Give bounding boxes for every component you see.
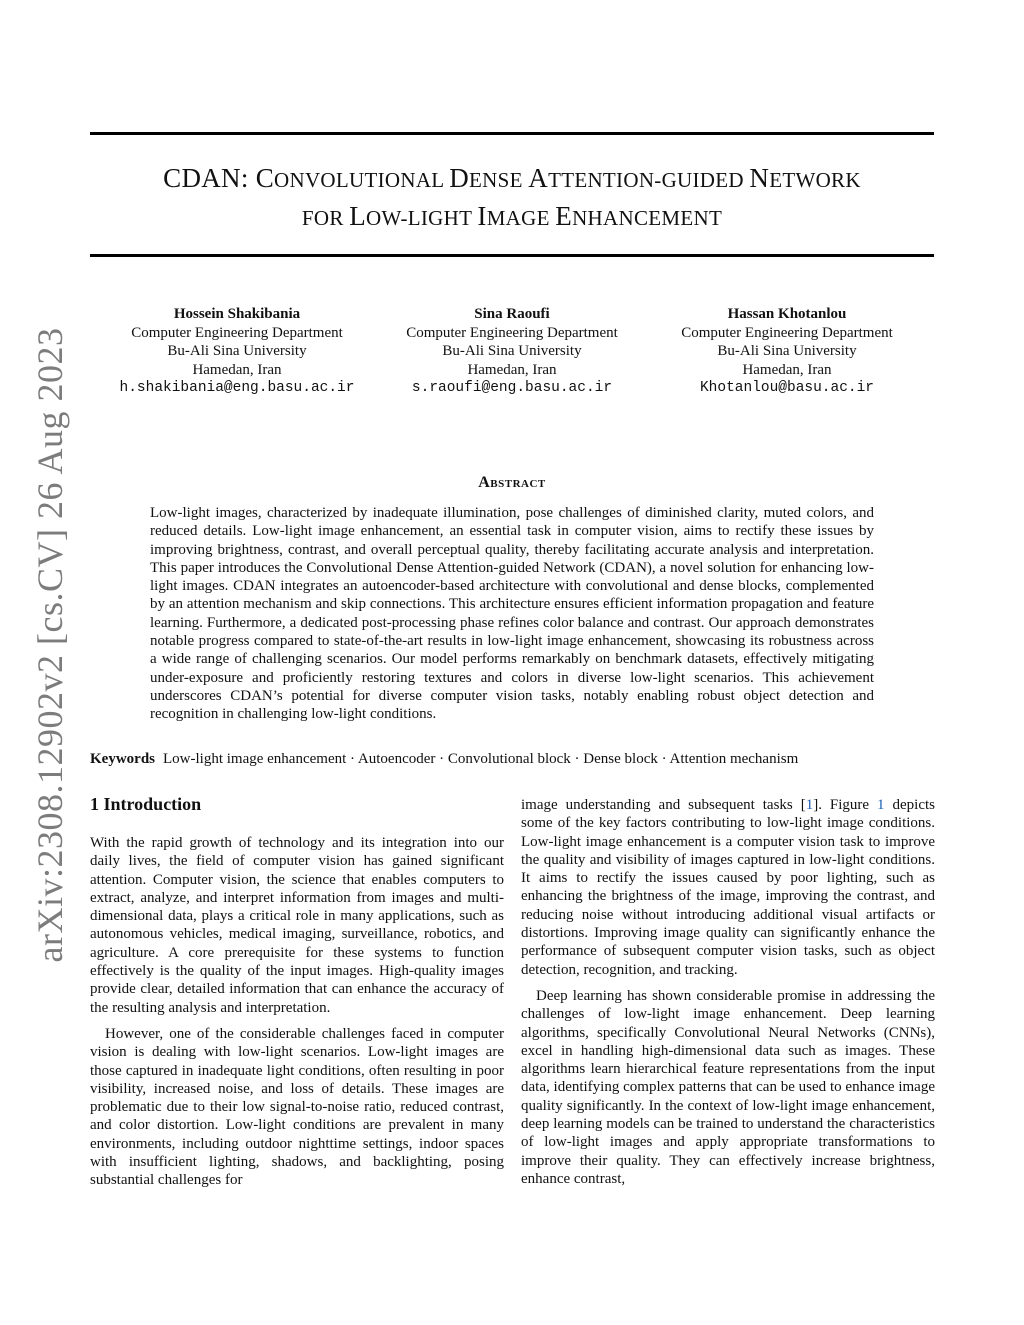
paragraph: image understanding and subsequent tasks [1]. Figure 1 depicts some of the key factors contributing to low-light image conditions. Low-light image enhancement is a computer vision task to improve the quality and visibility of images captured in low-light conditions. It aims to rectify the issues caused by poor lighting, such as enhancing the brightness of the image, improving the contrast, and reducing noise without introducing additional visual artifacts or distortions. Improving image quality can significantly enhance the performance of subsequent computer vision tasks, such as object detection, recognition, and tracking. — [521, 797, 935, 978]
keywords-line — [90, 751, 798, 768]
author-name: Hassan Khotanlou — [727, 306, 847, 322]
paper-title: CDAN: CONVOLUTIONAL DENSE ATTENTION-GUIDED NETWORK FOR LOW-LIGHT IMAGE ENHANCEMENT — [163, 163, 861, 231]
author-dept: Computer Engineering Department — [406, 324, 618, 341]
keywords-label: Keywords — [90, 751, 155, 767]
bottom-rule — [90, 254, 934, 257]
abstract-text: Low-light images, characterized by inadequate illumination, pose challenges of diminished clarity, muted colors, and reduced details. Low-light image enhancement, an essential task in computer vision, aims to rectify these issues by improving brightness, contrast, and overall perceptual quality, thereby facilitating accurate analysis and interpretation. This paper introduces the Convolutional Dense Attention-guided Network (CDAN), a novel solution for enhancing low-light images. CDAN integrates an autoencoder-based architecture with convolutional and dense blocks, complemented by an attention mechanism and skip connections. This architecture ensures efficient information propagation and feature learning. Furthermore, a dedicated post-processing phase refines color balance and contrast. Our approach demonstrates notable progress compared to state-of-the-art results in low-light image enhancement, showcasing its robustness across a wide range of challenging scenarios. Our model performs remarkably on benchmark datasets, effectively mitigating under-exposure and proficiently restoring textures and colors in diverse low-light scenarios. This achievement underscores CDAN’s potential for diverse computer vision tasks, notably enabling robust object detection and recognition in challenging low-light conditions. — [150, 505, 874, 723]
paragraph: However, one of the considerable challenges faced in computer vision is dealing with low-light scenarios. Low-light images are those captured in inadequate light conditions, often resulting in poor visibility, increased noise, and loss of details. These images are problematic due to their low signal-to-noise ratio, reduced contrast, and color distortion. Low-light conditions are prevalent in many environments, including outdoor nighttime settings, indoor spaces with insufficient lighting, shadows, and backlighting, posing substantial challenges for — [90, 1025, 504, 1189]
paragraph: Deep learning has shown considerable promise in addressing the challenges of low-light image enhancement. Deep learning algorithms, specifically Convolutional Neural Networks (CNNs), excel in handling high-dimensional data such as images. These algorithms learn hierarchical feature representations from the input data, identifying complex patterns that can be used to enhance image quality significantly. In the context of low-light image enhancement, deep learning models can be trained to understand the characteristics of low-light images and apply appropriate transformations to improve their quality. They can effectively increase brightness, enhance contrast, — [521, 987, 935, 1187]
author-email[interactable]: h.shakibania@eng.basu.ac.ir — [119, 380, 355, 396]
abstract-heading: Abstract — [478, 474, 546, 491]
section-heading: 1 Introduction — [90, 794, 202, 814]
author-location: Hamedan, Iran — [192, 361, 282, 378]
author-location: Hamedan, Iran — [742, 361, 832, 378]
author-univ: Bu-Ali Sina University — [717, 343, 857, 359]
author-name: Hossein Shakibania — [173, 306, 301, 322]
right-column — [521, 796, 935, 1196]
author-univ: Bu-Ali Sina University — [442, 343, 582, 359]
author-block — [382, 305, 642, 398]
keywords-list: Low-light image enhancement · Autoencoder · Convolutional block · Dense block · Attention mechanism — [163, 751, 799, 767]
author-univ: Bu-Ali Sina University — [167, 343, 307, 359]
author-dept: Computer Engineering Department — [131, 324, 343, 341]
paragraph: With the rapid growth of technology and its integration into our daily lives, the field of computer vision has gained significant attention. Computer vision, the science that enables computers to extract, analyze, and interpret information from images and multi-dimensional data, plays a critical role in many applications, such as autonomous vehicles, medical imaging, surveillance, robotics, and agriculture. A core prerequisite for these systems to function effectively is the quality of the input images. High-quality images provide clear, detailed information that can enhance the accuracy of the resulting analysis and interpretation. — [90, 835, 504, 1016]
top-rule — [90, 132, 934, 135]
figure-link[interactable]: 1 — [877, 797, 885, 813]
author-email[interactable]: s.raoufi@eng.basu.ac.ir — [411, 380, 613, 396]
arxiv-identifier: arXiv:2308.12902v2 [cs.CV] 26 Aug 2023 — [30, 327, 70, 963]
author-email[interactable]: Khotanlou@basu.ac.ir — [699, 380, 875, 396]
author-block — [107, 305, 367, 398]
author-block — [657, 305, 917, 398]
author-dept: Computer Engineering Department — [681, 324, 893, 341]
citation-link[interactable]: 1 — [805, 797, 814, 813]
author-name: Sina Raoufi — [474, 306, 550, 322]
left-column — [90, 834, 504, 1198]
author-location: Hamedan, Iran — [467, 361, 557, 378]
